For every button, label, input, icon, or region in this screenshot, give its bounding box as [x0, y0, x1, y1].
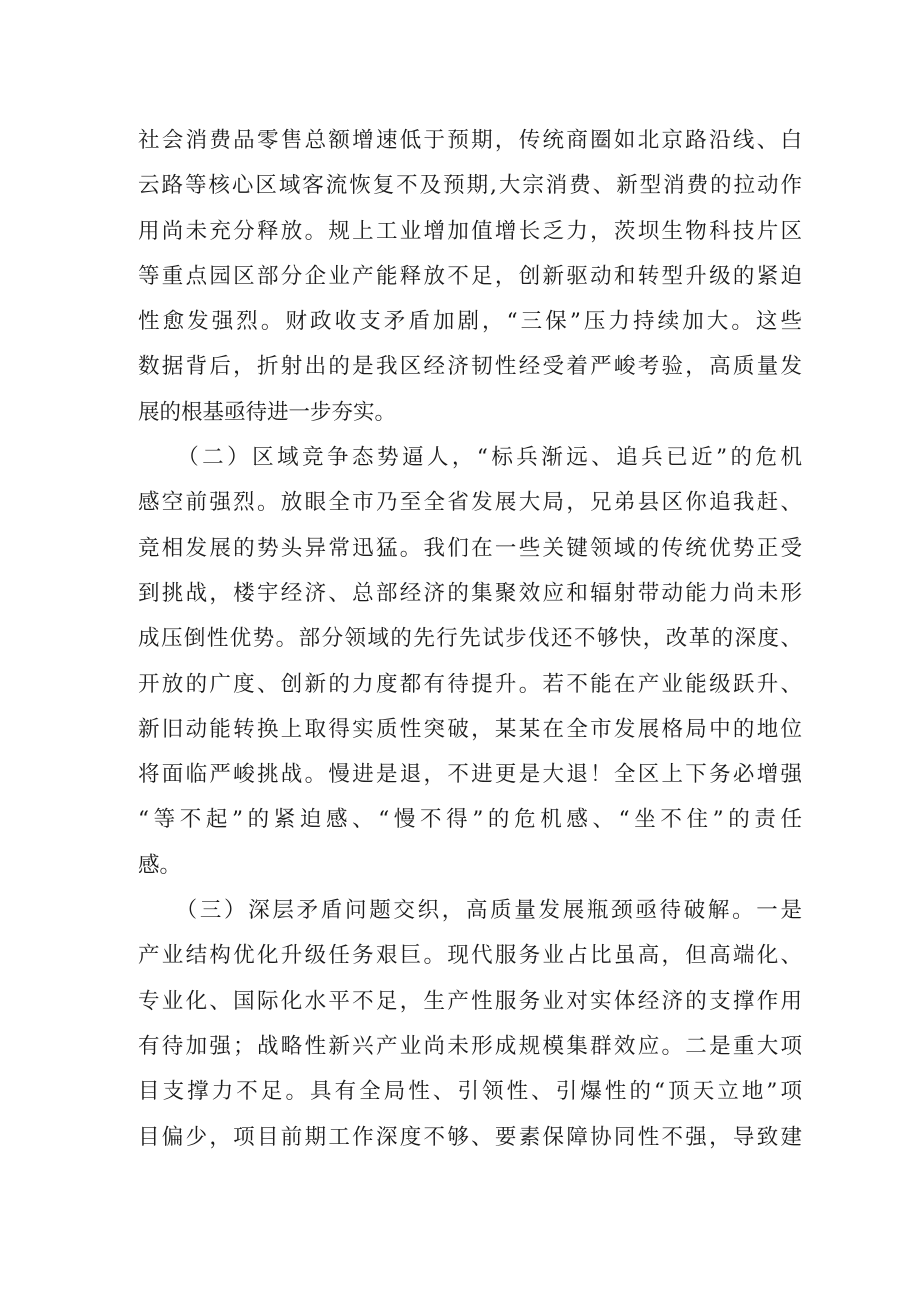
- text-line: 用尚未充分释放。规上工业增加值增长乏力，茨坝生物科技片区: [138, 218, 802, 244]
- text-line: 将面临严峻挑战。慢进是退，不进更是大退！全区上下务必增强: [138, 762, 802, 788]
- text-line: 社会消费品零售总额增速低于预期，传统商圈如北京路沿线、白: [138, 128, 802, 153]
- text-line: 竞相发展的势头异常迅猛。我们在一些关键领域的传统优势正受: [138, 535, 802, 561]
- text-line: （二）区域竞争态势逼人，“标兵渐远、追兵已近”的危机: [138, 445, 802, 471]
- text-line: 成压倒性优势。部分领域的先行先试步伐还不够快，改革的深度、: [138, 626, 802, 652]
- text-line: 有待加强；战略性新兴产业尚未形成规模集群效应。二是重大项: [138, 1033, 802, 1059]
- text-line: 等重点园区部分企业产能释放不足，创新驱动和转型升级的紧迫: [138, 263, 802, 289]
- text-line: 产业结构优化升级任务艰巨。现代服务业占比虽高，但高端化、: [138, 943, 802, 969]
- text-line: 展的根基亟待进一步夯实。: [138, 399, 397, 425]
- text-line: 目偏少，项目前期工作深度不够、要素保障协同性不强，导致建: [138, 1124, 802, 1150]
- text-line: 感空前强烈。放眼全市乃至全省发展大局，兄弟县区你追我赶、: [138, 490, 802, 516]
- text-line: 新旧动能转换上取得实质性突破，某某在全市发展格局中的地位: [138, 716, 802, 742]
- text-line: 专业化、国际化水平不足，生产性服务业对实体经济的支撑作用: [138, 988, 802, 1014]
- text-line: 目支撑力不足。具有全局性、引领性、引爆性的“顶天立地”项: [138, 1079, 802, 1105]
- text-line: 云路等核心区域客流恢复不及预期,大宗消费、新型消费的拉动作: [138, 173, 802, 199]
- text-line: 数据背后，折射出的是我区经济韧性经受着严峻考验，高质量发: [138, 354, 802, 380]
- text-line: 感。: [138, 852, 182, 878]
- text-line: 开放的广度、创新的力度都有待提升。若不能在产业能级跃升、: [138, 671, 802, 697]
- text-line: 性愈发强烈。财政收支矛盾加剧，“三保”压力持续加大。这些: [138, 309, 802, 335]
- text-line: 到挑战，楼宇经济、总部经济的集聚效应和辐射带动能力尚未形: [138, 580, 802, 606]
- text-line: “等不起”的紧迫感、“慢不得”的危机感、“坐不住”的责任: [138, 807, 802, 833]
- body-text: [138, 118, 802, 1160]
- text-line: （三）深层矛盾问题交织，高质量发展瓶颈亟待破解。一是: [138, 898, 802, 924]
